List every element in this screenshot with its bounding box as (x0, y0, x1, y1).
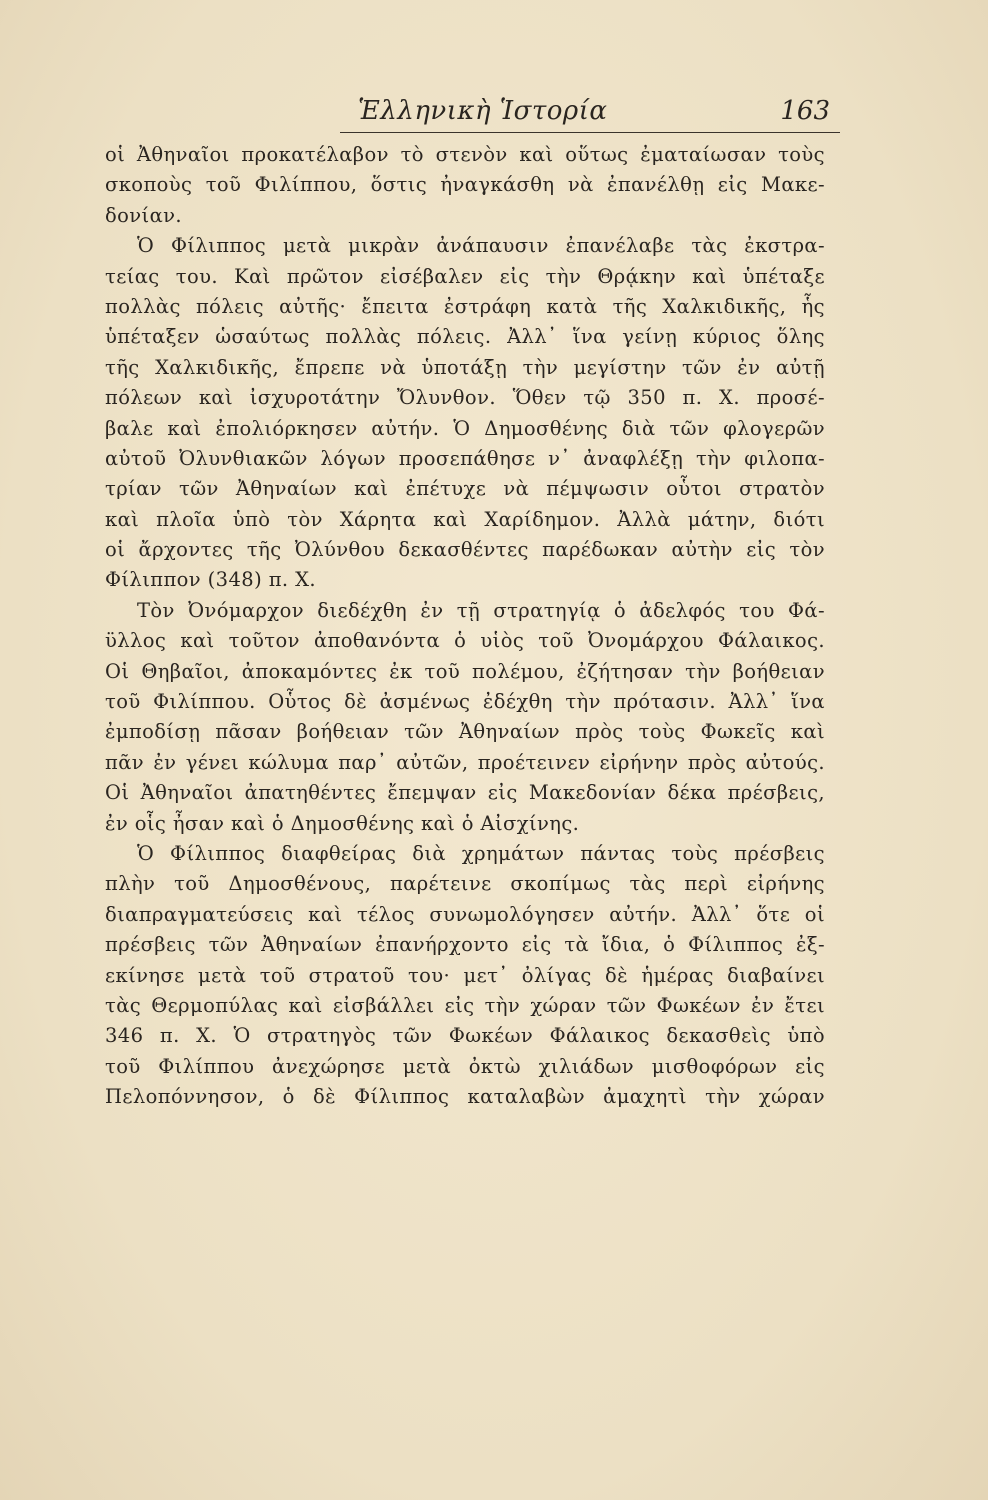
text-line: πολλὰς πόλεις αὐτῆς· ἔπειτα ἐστράφη κατὰ τῆς Χαλκιδικῆς, ἧς (105, 294, 825, 318)
text-line: πρέσβεις τῶν Ἀθηναίων ἐπανήρχοντο εἰς τὰ ἴδια, ὁ Φίλιππος ἐξ- (105, 933, 825, 957)
text-line: τείας του. Καὶ πρῶτον εἰσέβαλεν εἰς τὴν Θρᾴκην καὶ ὑπέταξε (105, 264, 825, 288)
text-line: πόλεων καὶ ἰσχυροτάτην Ὄλυνθον. Ὅθεν τῷ 350 π. Χ. προσέ- (105, 386, 825, 410)
text-line: Οἱ Ἀθηναῖοι ἀπατηθέντες ἔπεμψαν εἰς Μακεδονίαν δέκα πρέσβεις, (105, 781, 825, 805)
running-title: Ἑλληνικὴ Ἱστορία (358, 96, 608, 126)
text-line: τὰς Θερμοπύλας καὶ εἰσβάλλει εἰς τὴν χώραν τῶν Φωκέων ἐν ἔτει (105, 993, 825, 1017)
text-line: σκοποὺς τοῦ Φιλίππου, ὅστις ἠναγκάσθη νὰ ἐπανέλθῃ εἰς Μακε- (105, 173, 825, 197)
running-head (110, 96, 830, 136)
text-line: Φίλιππον (348) π. Χ. (105, 568, 316, 592)
text-line: οἱ Ἀθηναῖοι προκατέλαβον τὸ στενὸν καὶ οὕτως ἐματαίωσαν τοὺς (105, 143, 825, 166)
text-line: τρίαν τῶν Ἀθηναίων καὶ ἐπέτυχε νὰ πέμψωσιν οὗτοι στρατὸν (105, 477, 825, 501)
text-line: διαπραγματεύσεις καὶ τέλος συνωμολόγησεν αὐτήν. Ἀλλ᾽ ὅτε οἱ (105, 902, 825, 926)
text-line: Ὁ Φίλιππος διαφθείρας διὰ χρημάτων πάντας τοὺς πρέσβεις (137, 841, 825, 865)
header-rule (340, 132, 840, 133)
text-line: δονίαν. (105, 203, 183, 227)
page-number: 163 (780, 96, 830, 126)
text-line: ἐν οἷς ἦσαν καὶ ὁ Δημοσθένης καὶ ὁ Αἰσχίνης. (105, 811, 580, 835)
text-line: ὑπέταξεν ὡσαύτως πολλὰς πόλεις. Ἀλλ᾽ ἵνα γείνῃ κύριος ὅλης (105, 325, 825, 349)
text-line: αὐτοῦ Ὀλυνθιακῶν λόγων προσεπάθησε ν᾽ ἀναφλέξῃ τὴν φιλοπα- (105, 446, 825, 470)
text-line: πᾶν ἐν γένει κώλυμα παρ᾽ αὐτῶν, προέτεινεν εἰρήνην πρὸς αὐτούς. (105, 750, 825, 774)
text-line: οἱ ἄρχοντες τῆς Ὀλύνθου δεκασθέντες παρέδωκαν αὐτὴν εἰς τὸν (105, 538, 825, 562)
text-line: τῆς Χαλκιδικῆς, ἔπρεπε νὰ ὑποτάξῃ τὴν μεγίστην τῶν ἐν αὐτῇ (105, 355, 825, 379)
text-line: τοῦ Φιλίππου ἀνεχώρησε μετὰ ὀκτὼ χιλιάδων μισθοφόρων εἰς (105, 1054, 825, 1078)
text-line: ἐμποδίσῃ πᾶσαν βοήθειαν τῶν Ἀθηναίων πρὸς τοὺς Φωκεῖς καὶ (105, 720, 825, 744)
body-text (105, 140, 825, 1113)
text-line: τοῦ Φιλίππου. Οὗτος δὲ ἀσμένως ἐδέχθη τὴν πρότασιν. Ἀλλ᾽ ἵνα (105, 690, 825, 714)
text-line: 346 π. Χ. Ὁ στρατηγὸς τῶν Φωκέων Φάλαικος δεκασθεὶς ὑπὸ (105, 1024, 825, 1048)
text-line: βαλε καὶ ἐπολιόρκησεν αὐτήν. Ὁ Δημοσθένης διὰ τῶν φλογερῶν (105, 416, 825, 440)
text-line: πλὴν τοῦ Δημοσθένους, παρέτεινε σκοπίμως τὰς περὶ εἰρήνης (105, 872, 825, 896)
text-line: Ὁ Φίλιππος μετὰ μικρὰν ἀνάπαυσιν ἐπανέλαβε τὰς ἐκστρα- (137, 234, 825, 258)
text-line: ϋλλος καὶ τοῦτον ἀποθανόντα ὁ υἱὸς τοῦ Ὀνομάρχου Φάλαικος. (105, 629, 825, 653)
text-line: Πελοπόννησον, ὁ δὲ Φίλιππος καταλαβὼν ἀμαχητὶ τὴν χώραν (105, 1085, 825, 1109)
text-line: εκίνησε μετὰ τοῦ στρατοῦ του· μετ᾽ ὀλίγας δὲ ἡμέρας διαβαίνει (105, 963, 825, 987)
text-line: Οἱ Θηβαῖοι, ἀποκαμόντες ἐκ τοῦ πολέμου, ἐζήτησαν τὴν βοήθειαν (105, 659, 825, 683)
text-line: καὶ πλοῖα ὑπὸ τὸν Χάρητα καὶ Χαρίδημον. Ἀλλὰ μάτην, διότι (105, 507, 825, 531)
text-line: Τὸν Ὀνόμαρχον διεδέχθη ἐν τῇ στρατηγίᾳ ὁ ἀδελφός του Φά- (137, 598, 825, 622)
